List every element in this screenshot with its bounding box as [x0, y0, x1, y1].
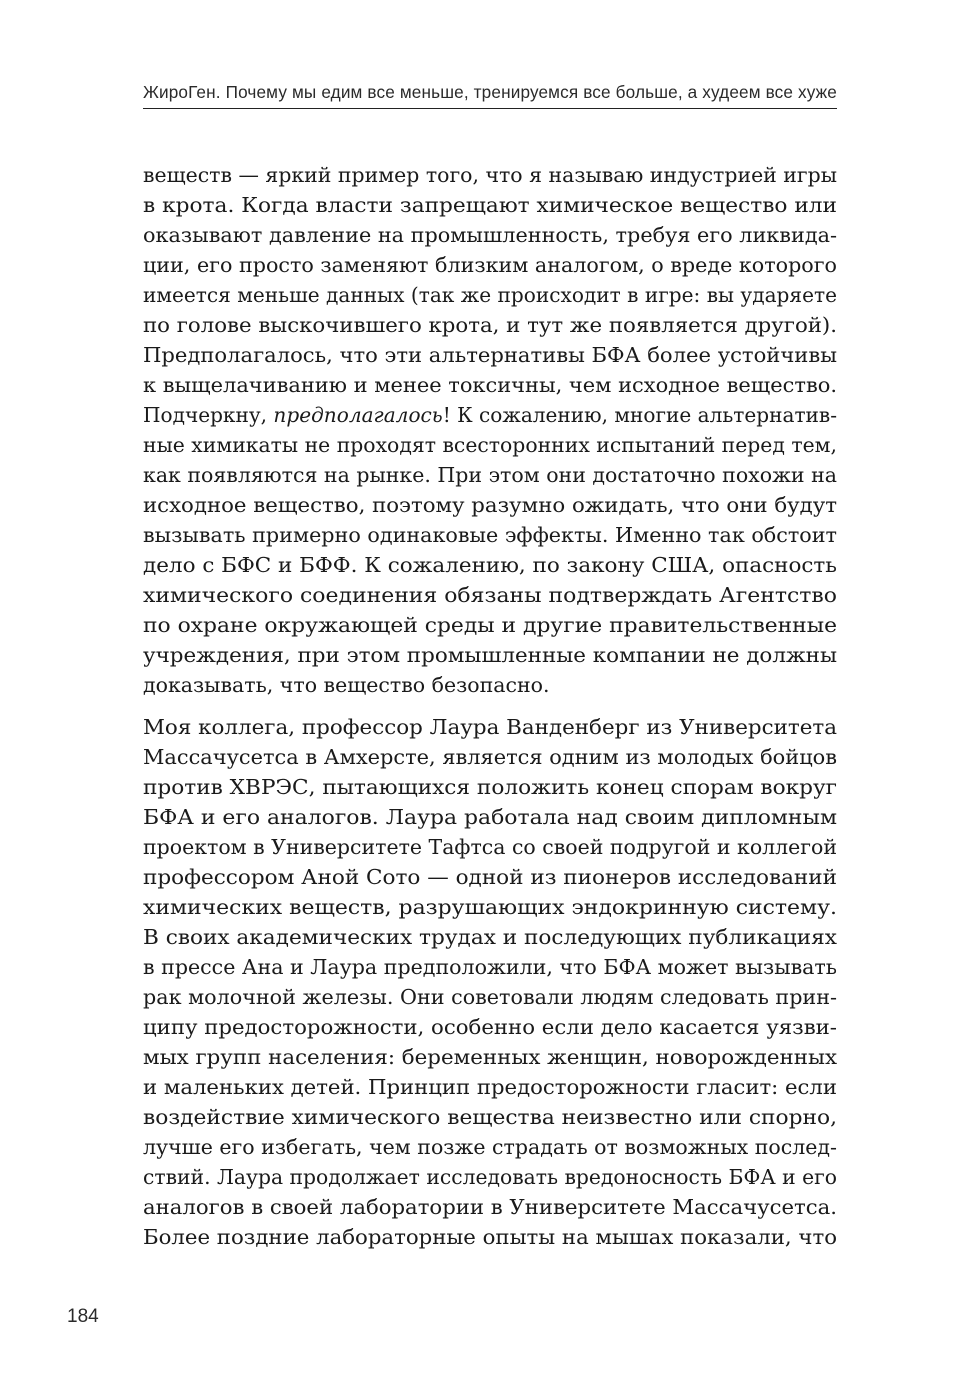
text-line-content: проектом в Университете Тафтса со своей подругой и коллегой [143, 835, 837, 859]
text-line [143, 802, 837, 832]
paragraph [143, 160, 837, 700]
text-line [143, 280, 837, 310]
text-line [143, 952, 837, 982]
text-line [143, 460, 837, 490]
text-line-content: лучше его избегать, чем позже страдать от возможных послед- [143, 1135, 837, 1159]
text-line [143, 670, 837, 700]
text-line-content: дело с БФС и БФФ. К сожалению, по закону США, опасность [143, 553, 837, 577]
text-line-content: к выщелачиванию и менее токсичны, чем исходное вещество. [143, 373, 837, 397]
text-line-content: мых групп населения: беременных женщин, новорожденных [143, 1045, 837, 1069]
text-line-content: по охране окружающей среды и другие правительственные [143, 613, 837, 637]
text-line-content: в крота. Когда власти запрещают химическое вещество или [143, 193, 837, 217]
text-line [143, 400, 837, 430]
text-line-content: ции, его просто заменяют близким аналогом, о вреде которого [143, 253, 837, 277]
text-line-content: химического соединения обязаны подтверждать Агентство [143, 583, 837, 607]
text-line [143, 190, 837, 220]
text-line [143, 1222, 837, 1252]
text-line [143, 1192, 837, 1222]
paragraph [143, 712, 837, 1252]
text-line-content: аналогов в своей лаборатории в Университете Массачусетса. [143, 1195, 837, 1219]
text-line [143, 160, 837, 190]
text-line [143, 370, 837, 400]
text-line [143, 922, 837, 952]
running-head-title: ЖироГен. Почему мы едим все меньше, тренируемся все больше, а худеем все хуже [143, 82, 837, 102]
text-line [143, 1072, 837, 1102]
text-line-content: БФА и его аналогов. Лаура работала над своим дипломным [143, 805, 837, 829]
running-head [143, 80, 837, 109]
text-line-content: В своих академических трудах и последующих публикациях [143, 925, 837, 949]
text-line-content: оказывают давление на промышленность, требуя его ликвида- [143, 223, 837, 247]
text-line [143, 340, 837, 370]
text-line [143, 610, 837, 640]
text-line-content: учреждения, при этом промышленные компании не должны [143, 643, 837, 667]
page-number: 184 [67, 1306, 99, 1327]
text-line-content: в прессе Ана и Лаура предположили, что БФА может вызывать [143, 955, 837, 979]
text-line [143, 892, 837, 922]
emphasis: предполагалось [273, 403, 443, 427]
text-line-content: против ХВРЭС, пытающихся положить конец спорам вокруг [143, 775, 837, 799]
text-line [143, 430, 837, 460]
text-line-content: Моя коллега, профессор Лаура Ванденберг из Университета [143, 715, 837, 739]
text-line [143, 1042, 837, 1072]
text-line-content: и маленьких детей. Принцип предосторожности гласит: если [143, 1075, 837, 1099]
text-line-content: имеется меньше данных (так же происходит в игре: вы ударяете [143, 283, 837, 307]
text-line-content: Массачусетса в Амхерсте, является одним из молодых бойцов [143, 745, 837, 769]
text-line-content: по голове выскочившего крота, и тут же появляется другой). [143, 313, 837, 337]
text-line [143, 1102, 837, 1132]
text-line-content: вызывать примерно одинаковые эффекты. Именно так обстоит [143, 523, 837, 547]
text-line [143, 220, 837, 250]
text-line [143, 640, 837, 670]
text-line [143, 550, 837, 580]
text-line-content: веществ — яркий пример того, что я называю индустрией игры [143, 163, 837, 187]
text-line-content: Предполагалось, что эти альтернативы БФА более устойчивы [143, 343, 837, 367]
text-line [143, 772, 837, 802]
text-line [143, 742, 837, 772]
text-line [143, 250, 837, 280]
text-line-content: ные химикаты не проходят всесторонних испытаний перед тем, [143, 433, 837, 457]
text-line [143, 1162, 837, 1192]
text-line-content: Более поздние лабораторные опыты на мышах показали, что [143, 1225, 837, 1249]
text-line [143, 520, 837, 550]
text-line [143, 832, 837, 862]
text-line-content: профессором Аной Сото — одной из пионеров исследований [143, 865, 838, 889]
text-line [143, 1012, 837, 1042]
text-line [143, 862, 837, 892]
text-line-content: исходное вещество, поэтому разумно ожидать, что они будут [143, 493, 837, 517]
text-line-content: химических веществ, разрушающих эндокринную систему. [143, 895, 837, 919]
text-line-content: воздействие химического вещества неизвестно или спорно, [143, 1105, 837, 1129]
text-line [143, 712, 837, 742]
text-line [143, 1132, 837, 1162]
text-line [143, 982, 837, 1012]
text-line-content: ципу предосторожности, особенно если дело касается уязви- [143, 1015, 837, 1039]
text-line-content: ствий. Лаура продолжает исследовать вредоносность БФА и его [143, 1165, 837, 1189]
text-line-content: Подчеркну, предполагалось! К сожалению, многие альтернатив- [143, 403, 837, 427]
text-line [143, 310, 837, 340]
text-line-content: как появляются на рынке. При этом они достаточно похожи на [143, 463, 837, 487]
text-line [143, 580, 837, 610]
text-line-content: рак молочной железы. Они советовали людям следовать прин- [143, 985, 837, 1009]
body-text [143, 160, 837, 1252]
text-line [143, 490, 837, 520]
text-line-content: доказывать, что вещество безопасно. [143, 673, 550, 697]
